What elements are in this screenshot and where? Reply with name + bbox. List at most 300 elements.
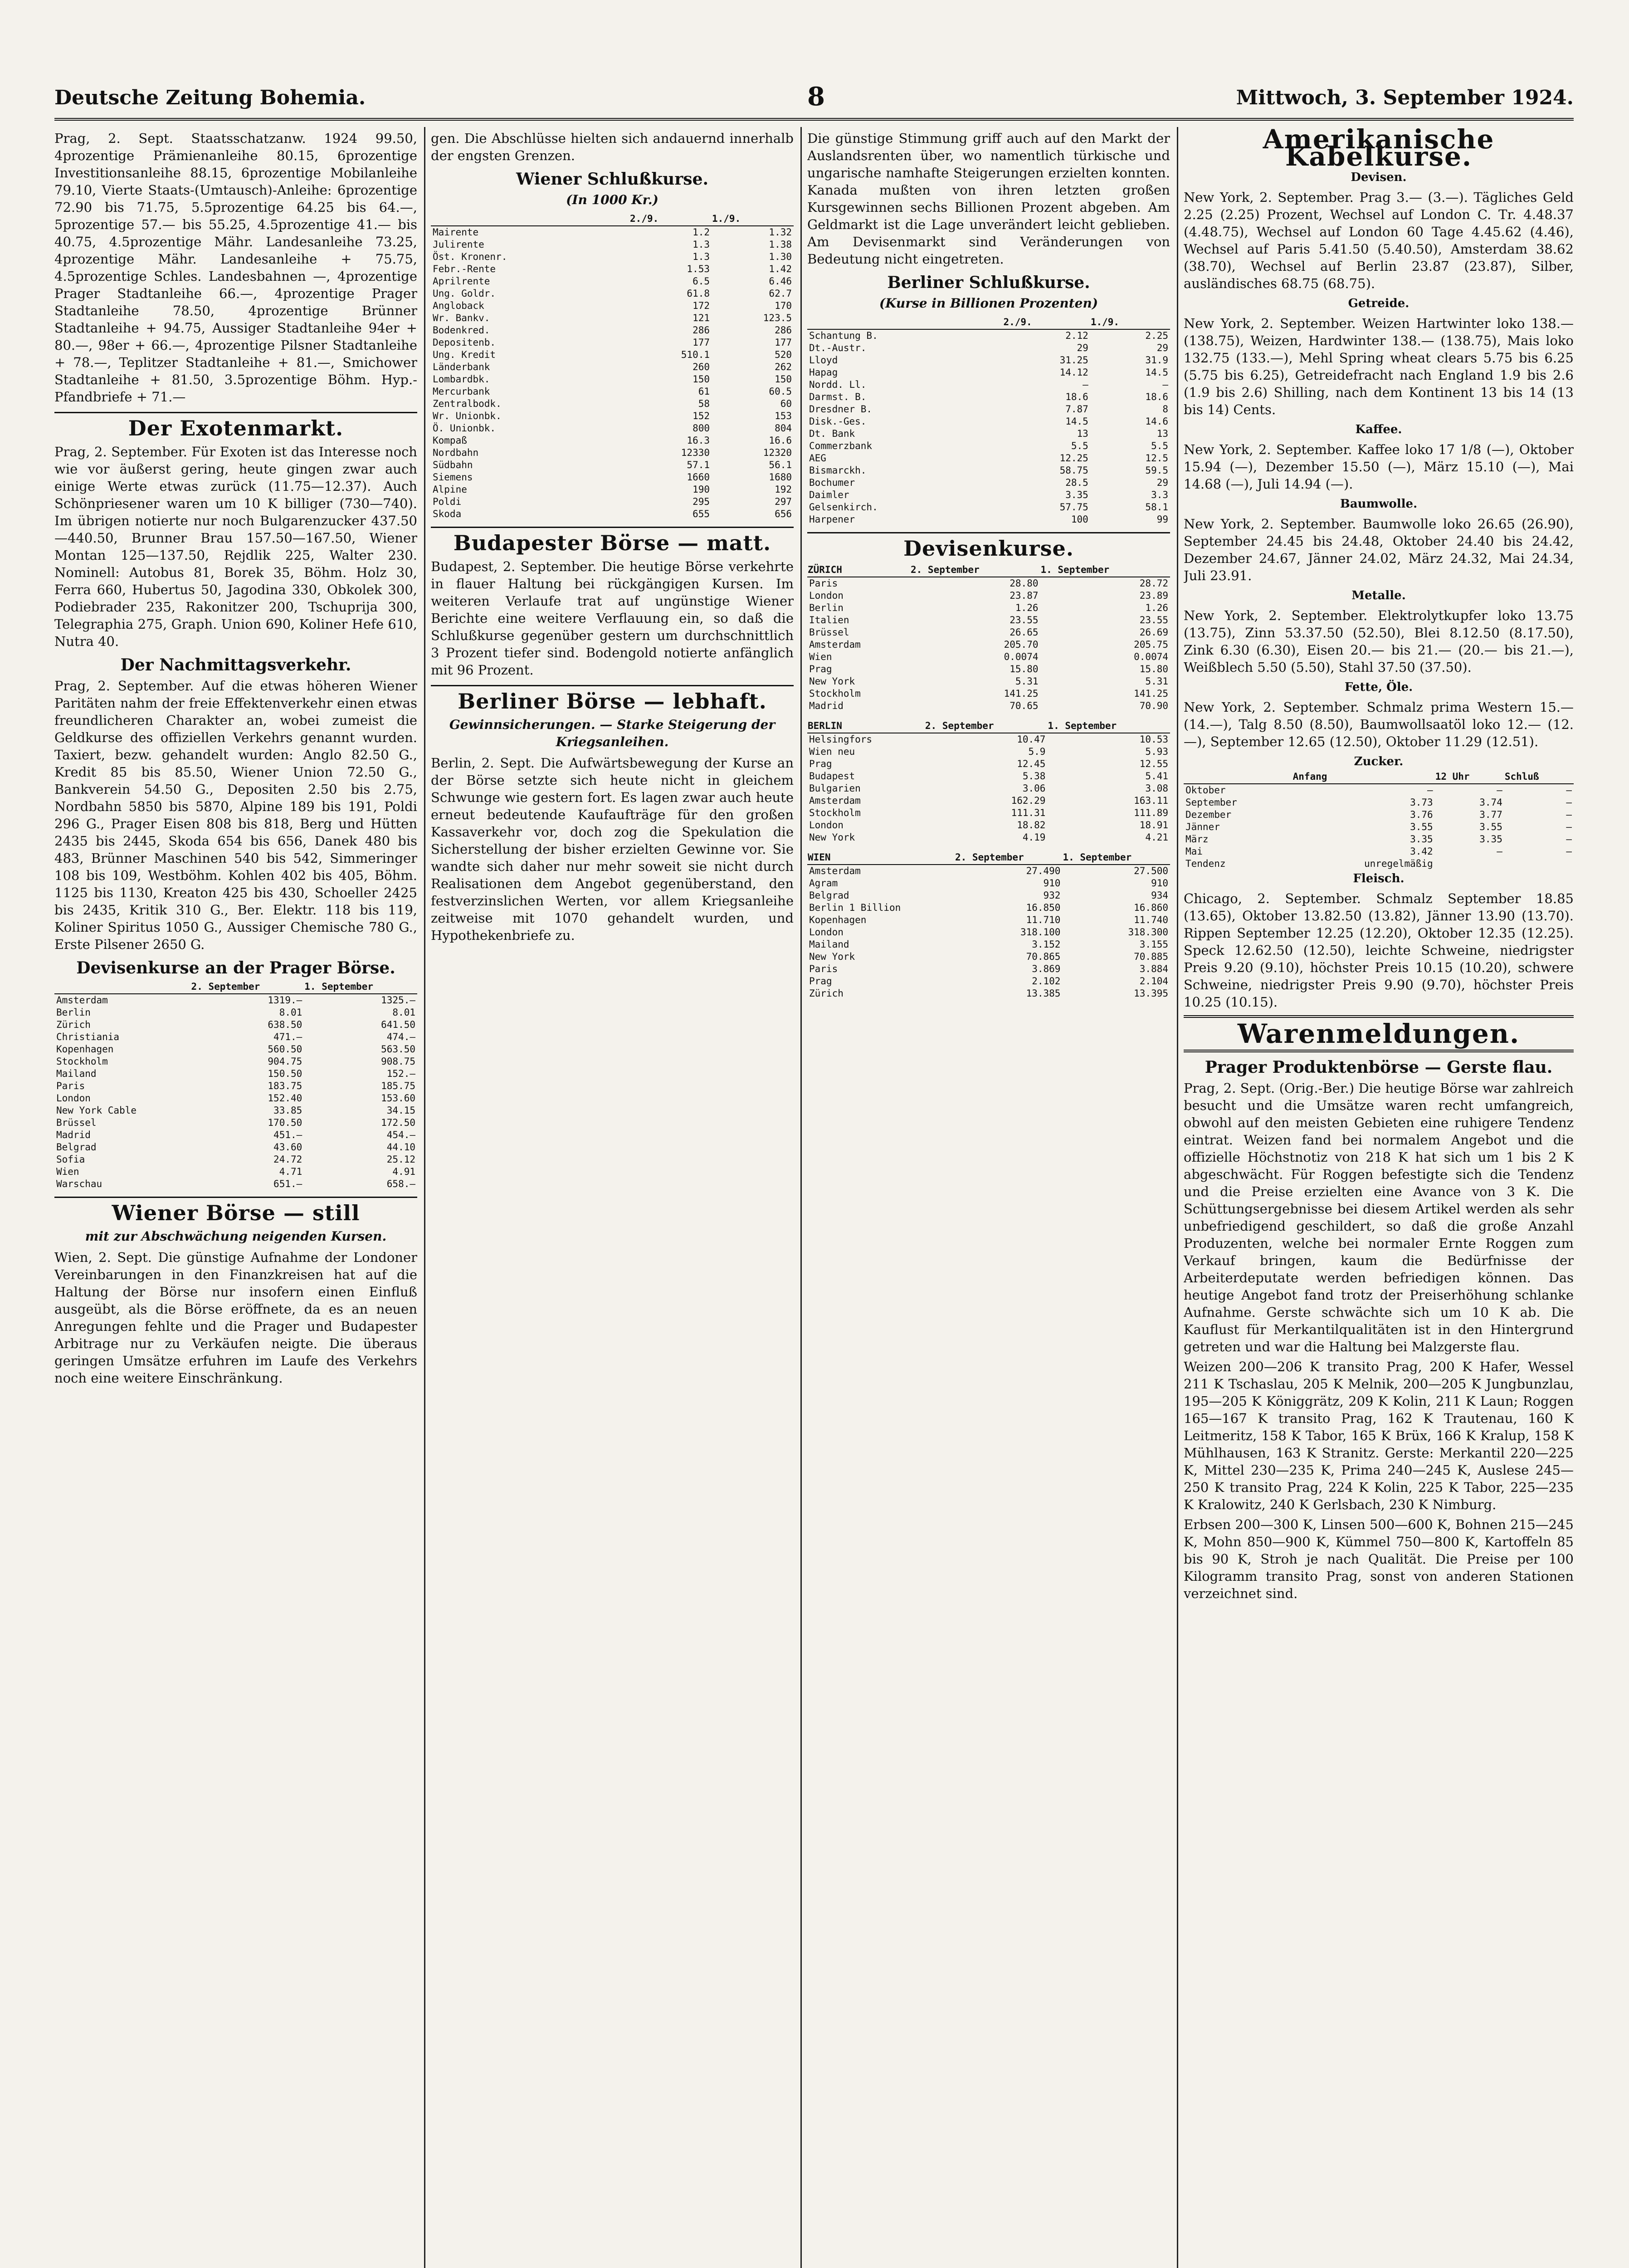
row-value: 7.87	[1065, 404, 1088, 415]
row-value: 170	[775, 300, 792, 311]
row-label: Wien	[809, 651, 832, 662]
wiener-boerse-heading: Wiener Börse — still	[112, 1201, 360, 1225]
table-row	[54, 1043, 417, 1056]
row-value: 318.100	[1020, 927, 1061, 938]
row-value: 910	[1151, 878, 1168, 889]
row-label: Paris	[809, 578, 838, 589]
table-body	[807, 733, 1170, 844]
row-value: —	[1566, 834, 1572, 845]
prager-produkten-heading: Prager Produktenbörse — Gerste flau.	[1205, 1058, 1553, 1077]
row-value: 2.104	[1139, 976, 1168, 987]
row-value: 26.65	[1010, 627, 1039, 638]
table-row	[807, 428, 1170, 440]
table-header: WIEN	[807, 851, 955, 865]
wiener-schluss-sub: (In 1000 Kr.)	[566, 192, 658, 207]
row-value: 152.40	[268, 1093, 302, 1104]
row-value: 1.2	[693, 227, 710, 238]
zucker-label: Zucker.	[1354, 755, 1404, 768]
row-value: 177	[775, 337, 792, 348]
table-header: 1./9.	[712, 212, 794, 226]
table-row	[807, 415, 1170, 428]
table-row	[807, 354, 1170, 367]
row-value: 318.300	[1128, 927, 1168, 938]
row-value: 57.1	[687, 459, 710, 470]
table-row	[54, 1056, 417, 1068]
table-row	[807, 577, 1170, 590]
row-label: Mercurbank	[433, 386, 490, 397]
table-row	[807, 700, 1170, 712]
row-value: —	[1497, 785, 1502, 796]
row-value: 13.395	[1134, 988, 1168, 999]
row-value: 656	[775, 508, 792, 519]
row-value: 10.47	[1017, 734, 1046, 745]
berliner-schluss-heading: Berliner Schlußkurse.	[887, 273, 1090, 292]
row-value: 29	[1156, 477, 1168, 488]
row-label: Lombardbk.	[433, 374, 490, 385]
table-row	[807, 926, 1170, 938]
row-value: 3.42	[1410, 846, 1433, 857]
row-value: 12.25	[1059, 453, 1088, 464]
table-row	[807, 938, 1170, 951]
fette-text: New York, 2. September. Schmalz prima Western 15.— (14.—), Talg 8.50 (8.50), Baumwollsaatöl loko 12.— (12.—), September 12.65 (12.50), Oktober 11.29 (12.51).	[1184, 699, 1574, 749]
table-row	[807, 951, 1170, 963]
row-value: 1.42	[769, 264, 792, 274]
table-row	[807, 890, 1170, 902]
row-value: 3.35	[1410, 834, 1433, 845]
table-row	[807, 987, 1170, 1000]
table-row	[431, 422, 794, 435]
row-label: Nordd. Ll.	[809, 379, 867, 390]
nachmittag-text: Prag, 2. September. Auf die etwas höheren Wiener Paritäten nahm der freie Effektenverkehr einen etwas freundlicheren Charakter an, wobei zumeist die Geldkurse des offiziellen Verkehrs genannt wurden. Taxiert, bezw. gehandelt wurden: Anglo 82.50 G., Kredit 85 bis 85.50, Wiener Union 72.50 G., Bankverein 54.50 G., Depositen 2.50 bis 2.75, Nordbahn 5850 bis 5870, Alpine 189 bis 191, Poldi 296 G., Prager Eisen 808 bis 818, Berg und Hütten 2435 bis 2445, Skoda 654 bis 656, Danek 480 bis 483, Brünner Maschinen 540 bis 542, Simmeringer 108 bis 109, Westböhm. Kohlen 402 bis 405, Böhm. 1125 bis 1130, Kreaton 425 bis 430, Schoeller 2425 bis 2435, Kritik 310 G., Ber. Elektr. 118 bis 119, Koliner Spiritus 1050 G., Aussiger Chemische 780 G., Erste Pilsener 2650 G.	[54, 678, 417, 952]
row-label: Dezember	[1185, 809, 1232, 820]
row-label: Prag	[809, 664, 832, 675]
table-row	[807, 865, 1170, 877]
table-body	[807, 329, 1170, 526]
row-value: 18.6	[1145, 391, 1168, 402]
row-value: 33.85	[273, 1105, 302, 1116]
table-header: 2. September	[955, 851, 1063, 865]
table-row	[431, 312, 794, 324]
row-value: 295	[693, 496, 710, 507]
row-value: 29	[1156, 342, 1168, 353]
table-row	[807, 963, 1170, 975]
row-value: 4.19	[1022, 832, 1046, 843]
kaffee-label: Kaffee.	[1355, 423, 1402, 436]
page-number: 8	[807, 82, 825, 112]
row-value: 12.55	[1139, 758, 1168, 769]
row-label: Bulgarien	[809, 783, 861, 794]
table-row	[807, 626, 1170, 639]
row-value: 190	[693, 484, 710, 495]
row-value: 16.3	[687, 435, 710, 446]
berlin-boerse-sub: Gewinnsicherungen. — Starke Steigerung der Kriegsanleihen.	[449, 717, 775, 749]
row-value: 3.3	[1151, 489, 1168, 500]
metalle-text: New York, 2. September. Elektrolytkupfer loko 13.75 (13.75), Zinn 53.37.50 (52.50), Blei 8.12.50 (8.17.50), Zink 6.30 (6.30), Eisen 20.— bis 21.— (20.— bis 21.—), Weißblech 5.50 (5.50), Stahl 37.50 (37.50).	[1184, 608, 1574, 675]
row-label: Bodenkred.	[433, 325, 490, 336]
row-value: 14.12	[1059, 367, 1088, 378]
row-value: 1325.—	[381, 995, 415, 1006]
column-1	[54, 127, 417, 2268]
row-value: 192	[775, 484, 792, 495]
wiener-boerse-sub: mit zur Abschwächung neigenden Kursen.	[85, 1229, 387, 1244]
table-row	[431, 361, 794, 373]
row-value: 1.53	[687, 264, 710, 274]
row-value: 3.08	[1145, 783, 1168, 794]
paper-name: Deutsche Zeitung Bohemia.	[54, 86, 366, 109]
row-value: 5.5	[1071, 440, 1088, 451]
table-body	[431, 226, 794, 520]
row-value: 5.31	[1145, 676, 1168, 687]
row-value: unregelmäßig	[1364, 858, 1433, 869]
row-label: Alpine	[433, 484, 467, 495]
row-label: Wien neu	[809, 746, 855, 757]
row-label: Mairente	[433, 227, 479, 238]
table-body	[807, 577, 1170, 712]
row-label: Madrid	[809, 700, 844, 711]
row-value: 14.6	[1145, 416, 1168, 427]
row-value: 27.490	[1026, 865, 1061, 876]
row-label: Nordbahn	[433, 447, 479, 458]
row-label: Tendenz	[1185, 858, 1226, 869]
row-value: 18.82	[1017, 820, 1046, 831]
table-header: 2./9.	[1003, 316, 1090, 329]
table-row	[1184, 833, 1574, 846]
table-row	[807, 501, 1170, 513]
table-row	[431, 471, 794, 484]
row-value: 658.—	[386, 1178, 415, 1189]
row-label: Länderbank	[433, 362, 490, 372]
fleisch-text: Chicago, 2. September. Schmalz September 18.85 (13.65), Oktober 13.82.50 (13.82), Jänner 13.90 (13.70). Rippen September 12.25 (12.20), Oktober 12.35 (12.25). Speck 12.62.50 (12.50), leichte Schweine, niedrigster Preis 9.20 (9.10), höchster Preis 10.15 (10.20), schwere Schweine, niedrigster Preis 9.90 (9.70), höchster Preis 10.25 (10.15).	[1184, 891, 1574, 1010]
row-label: Zürich	[809, 988, 844, 999]
table-row	[431, 496, 794, 508]
row-value: 8.01	[392, 1007, 415, 1018]
row-label: London	[809, 590, 844, 601]
table-row	[431, 398, 794, 410]
table-row	[54, 1007, 417, 1019]
row-label: Julirente	[433, 239, 484, 250]
devisen-prag-heading: Devisenkurse an der Prager Börse.	[76, 958, 395, 978]
table-row	[807, 329, 1170, 342]
row-value	[1435, 858, 1504, 870]
table-row	[807, 675, 1170, 688]
row-value: 563.50	[381, 1044, 415, 1055]
table-row	[807, 489, 1170, 501]
row-value: 1660	[687, 472, 710, 483]
row-label: Berlin	[56, 1007, 91, 1018]
row-value: 1319.—	[268, 995, 302, 1006]
table-row	[431, 337, 794, 349]
row-value: 12.5	[1145, 453, 1168, 464]
table-row	[807, 819, 1170, 831]
table-row	[807, 877, 1170, 890]
row-value: 111.31	[1011, 807, 1046, 818]
row-value: —	[1162, 379, 1168, 390]
table-row	[431, 288, 794, 300]
row-value: 3.73	[1410, 797, 1433, 808]
nachmittag-heading: Der Nachmittagsverkehr.	[120, 655, 351, 675]
table-header: 1. September	[1062, 851, 1170, 865]
prager-produkten-prices: Weizen 200—206 K transito Prag, 200 K Hafer, Wessel 211 K Tschaslau, 205 K Melnik, 200—205 K Jungbunzlau, 195—205 K Königgrätz, 209 K Kolin, 211 K Laun; Roggen 165—167 K transito Prag, 162 K Trautenau, 160 K Leitmeritz, 158 K Tabor, 165 K Brüx, 166 K Kralup, 158 K Mühlhausen, 163 K Stranitz. Gerste: Merkantil 220—225 K, Mittel 230—235 K, Prima 240—245 K, Auslese 245—250 K transito Prag, 224 K Kolin, 225 K Tabor, 225—235 K Kralowitz, 240 K Gerlsbach, 230 K Nimburg.	[1184, 1359, 1574, 1512]
row-value: 934	[1151, 890, 1168, 901]
row-value: 163.11	[1134, 795, 1168, 806]
row-value: 655	[693, 508, 710, 519]
table-row	[431, 484, 794, 496]
col2-top-text: gen. Die Abschlüsse hielten sich andauernd innerhalb der engsten Grenzen.	[431, 131, 794, 163]
row-value: 2.25	[1145, 330, 1168, 341]
row-label: Helsingfors	[809, 734, 873, 745]
row-label: Warschau	[56, 1178, 102, 1189]
row-label: Öst. Kronenr.	[433, 251, 507, 262]
row-value: 14.5	[1065, 416, 1088, 427]
table-row	[807, 795, 1170, 807]
table-header: BERLIN	[807, 719, 925, 733]
row-value: 177	[693, 337, 710, 348]
row-value: 520	[775, 349, 792, 360]
row-value: 5.9	[1028, 746, 1046, 757]
table-row	[54, 1141, 417, 1154]
row-value: 61.8	[687, 288, 710, 299]
row-label: Febr.-Rente	[433, 264, 496, 274]
row-label: Hapag	[809, 367, 838, 378]
baumwolle-text: New York, 2. September. Baumwolle loko 26.65 (26.90), September 24.45 bis 24.48, Oktober 24.40 bis 24.42, Dezember 24.67, Jänner 24.02, März 24.32, Mai 24.34, Juli 23.91.	[1184, 516, 1574, 583]
row-value: 152.—	[386, 1068, 415, 1079]
row-value: 28.5	[1065, 477, 1088, 488]
table-row	[1184, 784, 1574, 797]
row-value: 260	[693, 362, 710, 372]
row-value: 11.740	[1134, 914, 1168, 925]
row-value: 3.869	[1032, 963, 1061, 974]
table-row	[807, 367, 1170, 379]
table-row	[431, 386, 794, 398]
table-row	[807, 639, 1170, 651]
row-label: Madrid	[56, 1129, 91, 1140]
row-value: 23.55	[1010, 615, 1039, 626]
table-header	[431, 212, 629, 226]
amerika-heading: Amerikanische Kabelkurse.	[1263, 127, 1495, 172]
row-value: 23.87	[1010, 590, 1039, 601]
row-value: 100	[1071, 514, 1088, 525]
budapest-text: Budapest, 2. September. Die heutige Börse verkehrte in flauer Haltung bei rückgängigen Kursen. Im weiteren Verlaufe trat auf ungünstige Wiener Berichte eine weitere Verflauung ein, so daß die Schlußkurse gegenüber gestern um durchschnittlich 3 Prozent tiefer sind. Bodengold notierte anfänglich mit 96 Prozent.	[431, 559, 794, 678]
row-value: 4.71	[279, 1166, 302, 1177]
row-value: 908.75	[381, 1056, 415, 1067]
table-row	[1184, 797, 1574, 809]
table-row	[431, 508, 794, 520]
row-value: 932	[1043, 890, 1061, 901]
row-value: 471.—	[273, 1031, 302, 1042]
row-value: 6.46	[769, 276, 792, 287]
row-label: Oktober	[1185, 785, 1226, 796]
row-value: 26.69	[1139, 627, 1168, 638]
row-label: Depositenb.	[433, 337, 496, 348]
row-label: Prag	[809, 976, 832, 987]
row-label: Schantung B.	[809, 330, 878, 341]
row-value: 0.0074	[1134, 651, 1168, 662]
row-label: Prag	[809, 758, 832, 769]
table-row	[431, 251, 794, 263]
prager-produkten-end: Erbsen 200—300 K, Linsen 500—600 K, Bohnen 215—245 K, Mohn 850—900 K, Kümmel 750—800 K, Kartoffeln 85 bis 90 K, Stroh je nach Qualität. Die Preise per 100 Kilogramm transito Prag, sonst von anderen Stationen verzeichnet sind.	[1184, 1517, 1574, 1601]
row-label: Amsterdam	[809, 865, 861, 876]
row-label: Wien	[56, 1166, 79, 1177]
table-row	[54, 1031, 417, 1043]
row-value: 638.50	[268, 1019, 302, 1030]
masthead	[54, 77, 1574, 121]
row-value: 910	[1043, 878, 1061, 889]
row-label: Gelsenkirch.	[809, 502, 878, 513]
divider	[807, 532, 1170, 533]
row-value: 1.38	[769, 239, 792, 250]
row-value: 13.385	[1026, 988, 1061, 999]
row-label: Angloback	[433, 300, 484, 311]
row-value: 60	[780, 398, 792, 409]
fette-label: Fette, Öle.	[1344, 680, 1413, 694]
row-value: 152	[693, 411, 710, 421]
table-row	[807, 831, 1170, 844]
table-row	[807, 342, 1170, 354]
row-value: 31.9	[1145, 355, 1168, 366]
row-label: London	[809, 820, 844, 831]
divider	[54, 412, 417, 413]
row-value: 2.12	[1065, 330, 1088, 341]
row-value: 12320	[763, 447, 792, 458]
table-row	[431, 459, 794, 471]
row-label: Bismarckh.	[809, 465, 867, 476]
row-label: Dt. Bank	[809, 428, 855, 439]
row-label: Skoda	[433, 508, 462, 519]
row-value: 5.38	[1022, 771, 1046, 782]
devisenkurse-heading: Devisenkurse.	[903, 536, 1074, 561]
row-value: 2.102	[1032, 976, 1061, 987]
row-value: 172	[693, 300, 710, 311]
table-row	[807, 663, 1170, 675]
row-label: Stockholm	[809, 807, 861, 818]
row-value: 6.5	[693, 276, 710, 287]
table-row	[431, 324, 794, 337]
table-row	[54, 1178, 417, 1190]
table-header: 2./9.	[629, 212, 712, 226]
row-label: New York	[809, 951, 855, 962]
row-label: Poldi	[433, 496, 462, 507]
row-value: 31.25	[1059, 355, 1088, 366]
row-value: 153.60	[381, 1093, 415, 1104]
table-header: 12 Uhr	[1435, 770, 1504, 784]
table-row	[431, 275, 794, 288]
row-label: Italien	[809, 615, 849, 626]
row-value: 804	[775, 423, 792, 434]
row-value: 474.—	[386, 1031, 415, 1042]
table-row	[1184, 846, 1574, 858]
row-value: 28.72	[1139, 578, 1168, 589]
row-value: 57.75	[1059, 502, 1088, 513]
row-value: 58.75	[1059, 465, 1088, 476]
row-label: London	[56, 1093, 91, 1104]
table-row	[807, 733, 1170, 746]
col3-top-text: Die günstige Stimmung griff auch auf den Markt der Auslandsrenten über, wo namentlich türkische und ungarische namhafte Steigerungen erzielten konnten. Kanada mußten von ihren letzten großen Kursgewinnen sechs Billionen Prozent abgeben. Am Geldmarkt ist die Lage unverändert leicht geblieben. Am Devisenmarkt sind Veränderungen von Bedeutung nicht eingetreten.	[807, 131, 1170, 267]
row-value: 904.75	[268, 1056, 302, 1067]
table-header: 2. September	[925, 719, 1048, 733]
row-label: Paris	[809, 963, 838, 974]
row-value: 286	[775, 325, 792, 336]
row-value: 150	[693, 374, 710, 385]
wiener-boerse-text: Wien, 2. Sept. Die günstige Aufnahme der Londoner Vereinbarungen in den Finanzkreisen hat auf die Haltung der Börse nur insofern einen Einfluß ausgeübt, als die Börse eröffnete, da es an neuen Anregungen fehlte und die Prager und Budapester Arbitrage nur zu Verkäufen neigte. Die überaus geringen Umsätze erfuhren im Laufe des Verkehrs noch eine weitere Einschränkung.	[54, 1250, 417, 1386]
row-label: Kopenhagen	[56, 1044, 114, 1055]
row-value: 3.74	[1479, 797, 1502, 808]
row-value: 3.76	[1410, 809, 1433, 820]
row-value: 121	[693, 313, 710, 323]
table-header	[54, 980, 191, 994]
row-value: 3.55	[1410, 821, 1433, 832]
row-value: 3.35	[1479, 834, 1502, 845]
table-body	[54, 994, 417, 1190]
row-label: Christiania	[56, 1031, 120, 1042]
table-row	[54, 1019, 417, 1031]
table-row	[807, 379, 1170, 391]
row-value: 510.1	[681, 349, 710, 360]
row-value: 18.6	[1065, 391, 1088, 402]
row-value: 99	[1156, 514, 1168, 525]
row-value: 62.7	[769, 288, 792, 299]
row-value: 1.30	[769, 251, 792, 262]
row-value: 10.53	[1139, 734, 1168, 745]
row-label: Wr. Bankv.	[433, 313, 490, 323]
row-value: 13	[1156, 428, 1168, 439]
row-value: 23.55	[1139, 615, 1168, 626]
baumwolle-label: Baumwolle.	[1340, 497, 1418, 511]
row-value: 172.50	[381, 1117, 415, 1128]
table-row	[54, 1080, 417, 1092]
table-header: Anfang	[1292, 770, 1435, 784]
berlin-devisen-table	[807, 719, 1170, 844]
budapest-heading: Budapester Börse — matt.	[453, 531, 771, 555]
table-row	[431, 435, 794, 447]
row-value: 5.31	[1015, 676, 1039, 687]
devisen-text: New York, 2. September. Prag 3.— (3.—). Tägliches Geld 2.25 (2.25) Prozent, Wechsel auf London C. Tr. 4.48.37 (4.48.75), Wechsel auf London 60 Tage 4.45.62 (4.46), Wechsel auf Paris 5.41.50 (5.40.50), Amsterdam 38.62 (38.70), Wechsel auf Berlin 23.87 (23.87), Silber, ausländisches 68.75 (68.75).	[1184, 190, 1574, 291]
row-value: 3.06	[1022, 783, 1046, 794]
row-value: 560.50	[268, 1044, 302, 1055]
table-row	[54, 1092, 417, 1105]
row-value: 141.25	[1134, 688, 1168, 699]
row-value: 8	[1162, 404, 1168, 415]
row-value: 25.12	[386, 1154, 415, 1165]
devisen-label: Devisen.	[1351, 171, 1407, 184]
table-row	[431, 349, 794, 361]
table-row	[431, 263, 794, 275]
table-row	[54, 1105, 417, 1117]
row-value: 111.89	[1134, 807, 1168, 818]
table-header: 1. September	[1047, 719, 1170, 733]
newspaper-page	[54, 77, 1574, 2268]
row-value: 1.32	[769, 227, 792, 238]
row-value: 16.6	[769, 435, 792, 446]
berliner-schluss-table	[807, 316, 1170, 526]
table-row	[807, 902, 1170, 914]
table-row	[807, 464, 1170, 477]
divider	[431, 527, 794, 528]
table-row	[431, 410, 794, 422]
row-label: Kompaß	[433, 435, 467, 446]
table-row	[54, 1117, 417, 1129]
row-value: —	[1497, 846, 1502, 857]
row-label: AEG	[809, 453, 826, 464]
row-label: Jänner	[1185, 821, 1220, 832]
metalle-label: Metalle.	[1351, 589, 1406, 602]
row-label: Daimler	[809, 489, 849, 500]
row-label: Ö. Unionbk.	[433, 423, 496, 434]
kaffee-text: New York, 2. September. Kaffee loko 17 1/8 (—), Oktober 15.94 (—), Dezember 15.50 (—), März 15.10 (—), Mai 14.68 (—), Juli 14.94 (—).	[1184, 442, 1574, 492]
waren-heading: Warenmeldungen.	[1237, 1018, 1520, 1049]
table-row	[54, 1154, 417, 1166]
table-header: 1. September	[304, 980, 417, 994]
row-value: —	[1566, 821, 1572, 832]
